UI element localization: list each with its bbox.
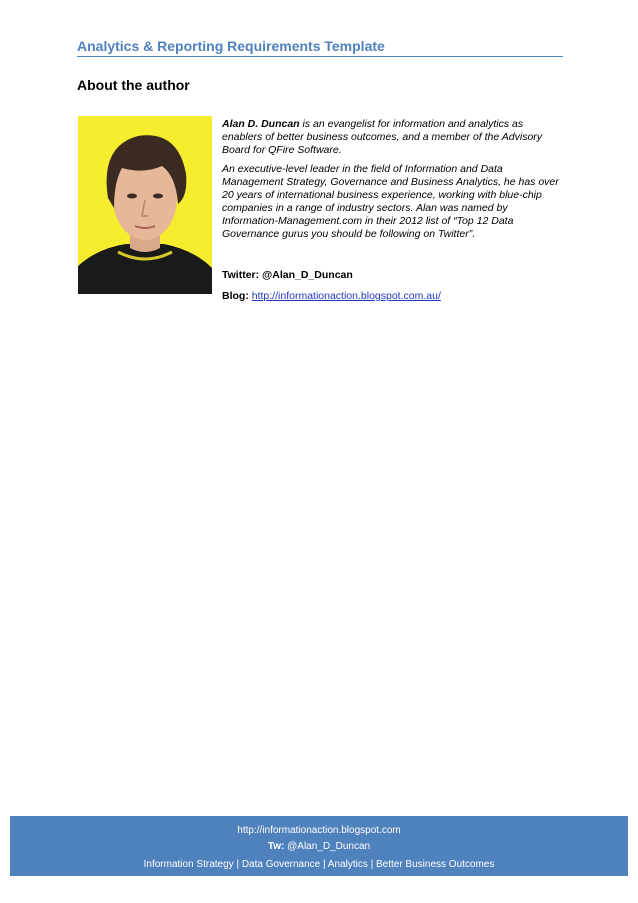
author-portrait-image <box>78 116 212 294</box>
bio-intro-paragraph <box>222 118 564 157</box>
blog-label: Blog: <box>222 290 249 302</box>
author-bio <box>222 118 564 247</box>
document-header-title: Analytics & Reporting Requirements Template <box>77 38 385 54</box>
author-name: Alan D. Duncan <box>222 118 300 130</box>
footer-tw-label: Tw: <box>267 841 285 852</box>
bio-experience-paragraph: An executive-level leader in the field of Information and Data Management Strategy, Governance and Business Analytics, he has over 20 years of international business experience, working with blue-chip companies in a range of industry sectors. Alan was named by Information-Management.com in their 2012 list of “Top 12 Data Governance gurus you should be following on Twitter”. <box>222 163 559 240</box>
header-divider <box>77 56 563 57</box>
footer-tw-handle: @Alan_D_Duncan <box>284 841 371 852</box>
footer-twitter <box>10 841 628 852</box>
blog-line <box>222 290 564 302</box>
bio-intro-text: is an evangelist for information and analytics as enablers of better business outcomes, and a member of the Advisory Board for QFire Software. <box>222 118 543 156</box>
page-footer <box>10 816 628 876</box>
section-heading: About the author <box>77 77 190 93</box>
blog-link[interactable]: http://informationaction.blogspot.com.au/ <box>251 290 441 302</box>
footer-tagline: Information Strategy | Data Governance | Analytics | Better Business Outcomes <box>143 859 495 870</box>
footer-url: http://informationaction.blogspot.com <box>237 825 401 836</box>
author-photo <box>78 116 212 294</box>
twitter-line: Twitter: @Alan_D_Duncan <box>222 269 353 281</box>
